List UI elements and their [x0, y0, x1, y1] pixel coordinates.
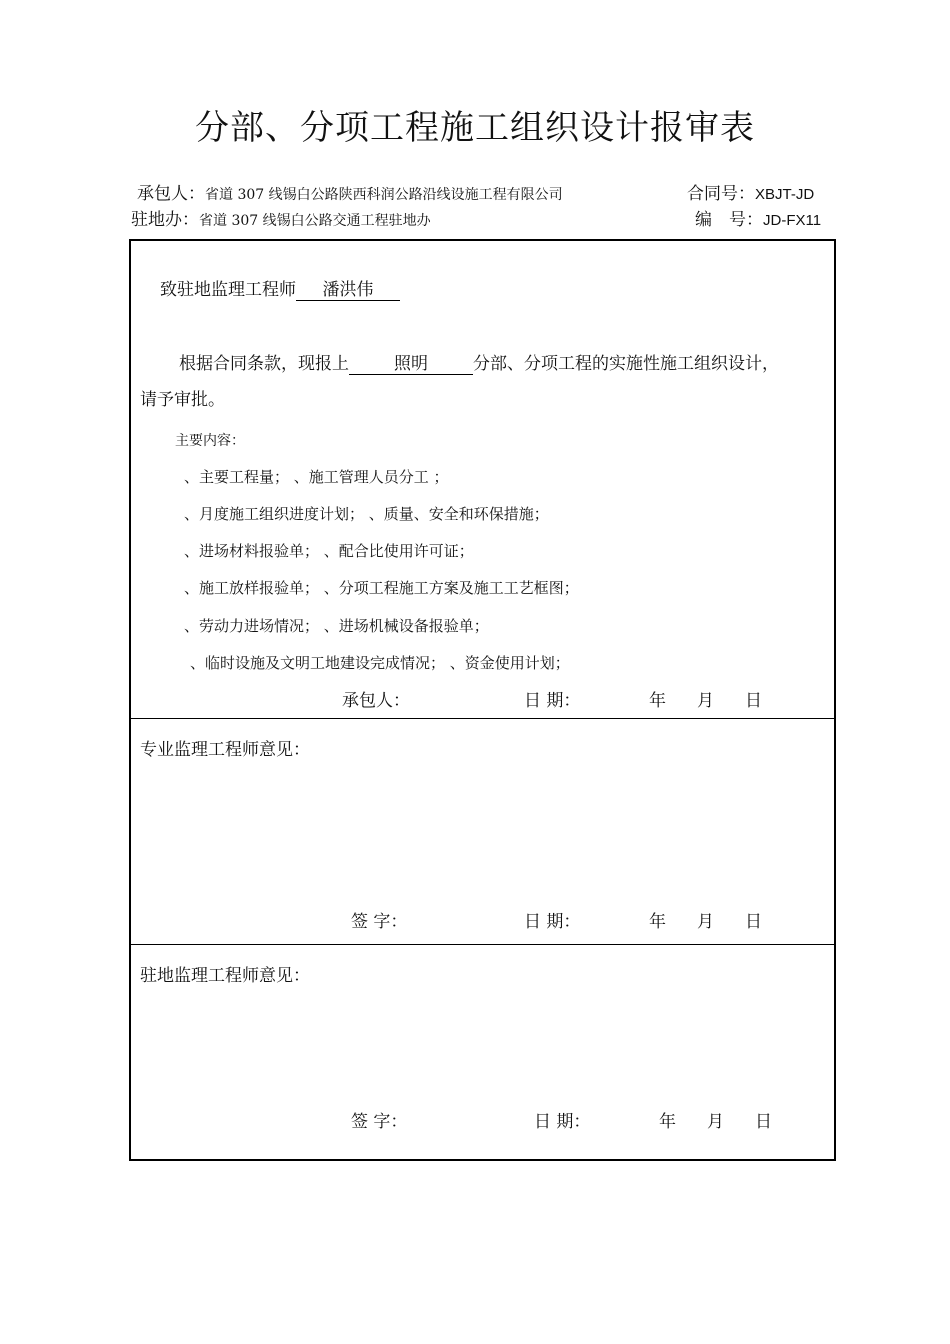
contractor-label: 承包人：: [137, 184, 205, 204]
request-prefix: 根据合同条款，现报上: [179, 354, 349, 374]
page-title: 分部、分项工程施工组织设计报审表: [195, 108, 755, 148]
contractor-value: 省道 307 线锡白公路陕西科润公路沿线设施工程有限公司: [205, 187, 563, 203]
form-table: [129, 239, 836, 1161]
addressee-label: 致驻地监理工程师: [160, 280, 296, 300]
date-year: 年: [649, 912, 666, 932]
date-month: 月: [707, 1112, 724, 1132]
engineer-name: 潘洪伟: [296, 280, 400, 301]
content-item: 、进场材料报验单； 、配合比使用许可证；: [184, 542, 474, 560]
serial-value: JD-FX11: [763, 212, 822, 229]
sign-label: 签 字：: [351, 912, 408, 932]
office-label: 驻地办：: [131, 210, 199, 230]
content-item: 、主要工程量； 、施工管理人员分工 ；: [184, 468, 449, 486]
row-divider: [131, 944, 834, 945]
contract-no-line: [687, 179, 814, 204]
date-label: 日 期：: [534, 1112, 591, 1132]
request-suffix: 分部、分项工程的实施性施工组织设计，: [473, 354, 779, 374]
contract-no-label: 合同号：: [687, 184, 755, 204]
content-item: 、劳动力进场情况； 、进场机械设备报验单；: [184, 617, 489, 635]
content-item: 、临时设施及文明工地建设完成情况； 、资金使用计划；: [190, 654, 570, 672]
serial-label: 编 号：: [695, 210, 763, 230]
date-label: 日 期：: [524, 691, 581, 711]
office-value: 省道 307 线锡白公路交通工程驻地办: [199, 213, 431, 229]
office-line: [131, 205, 431, 230]
request-line: [179, 349, 779, 375]
serial-line: [695, 205, 821, 230]
content-item: 、施工放样报验单； 、分项工程施工方案及施工工艺框图；: [184, 579, 579, 597]
date-day: 日: [755, 1112, 772, 1132]
resident-opinion-heading: 驻地监理工程师意见：: [140, 966, 310, 986]
date-month: 月: [697, 691, 714, 711]
date-label: 日 期：: [524, 912, 581, 932]
row-divider: [131, 718, 834, 719]
sign-label: 签 字：: [351, 1112, 408, 1132]
content-item: 、月度施工组织进度计划； 、质量、安全和环保措施；: [184, 505, 549, 523]
contract-no-value: XBJT-JD: [755, 186, 815, 203]
addressee-line: [160, 275, 400, 301]
signer-label: 承包人：: [342, 691, 410, 711]
request-line-2: 请予审批。: [140, 390, 225, 410]
specialist-opinion-heading: 专业监理工程师意见：: [140, 740, 310, 760]
date-day: 日: [745, 691, 762, 711]
date-month: 月: [697, 912, 714, 932]
contractor-line: [137, 179, 563, 204]
date-year: 年: [659, 1112, 676, 1132]
project-name: 照明: [349, 354, 473, 375]
date-day: 日: [745, 912, 762, 932]
date-year: 年: [649, 691, 666, 711]
contents-label: 主要内容：: [175, 433, 245, 449]
